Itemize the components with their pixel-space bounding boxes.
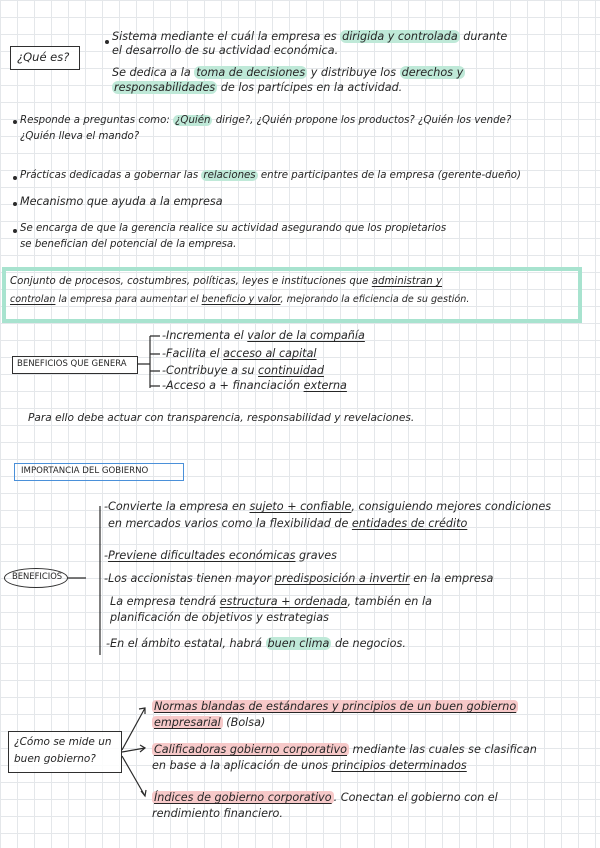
como-se-mide-label-2: buen gobierno? <box>14 753 96 765</box>
bullet-1-line-2: ¿Quién lleva el mando? <box>20 131 140 142</box>
importancia-item-1-line-1: -Convierte la empresa en sujeto + confiable, consiguiendo mejores condiciones <box>104 500 552 513</box>
que-es-line-1: Sistema mediante el cuál la empresa es dirigida y controlada durante <box>112 30 508 43</box>
importancia-item-3: -Los accionistas tienen mayor predisposición a invertir en la empresa <box>104 572 494 585</box>
beneficios-genera-label: BENEFICIOS QUE GENERA <box>17 359 127 369</box>
beneficio-item-3: -Contribuye a su continuidad <box>162 364 324 377</box>
bullet-3: Mecanismo que ayuda a la empresa <box>20 195 223 208</box>
que-es-line-3: Se dedica a la toma de decisiones y distribuye los derechos y <box>112 66 464 79</box>
importancia-title: IMPORTANCIA DEL GOBIERNO <box>21 466 149 476</box>
medida-1-line-1: Normas blandas de estándares y principios de un buen gobierno <box>154 700 517 713</box>
beneficios-note: Para ello debe actuar con transparencia, responsabilidad y revelaciones. <box>28 412 415 424</box>
medida-1-line-2: empresarial (Bolsa) <box>154 716 266 729</box>
importancia-item-2: -Previene dificultades económicas graves <box>104 549 337 562</box>
beneficio-item-4: -Acceso a + financiación externa <box>162 379 347 392</box>
medida-2-line-1: Calificadoras gobierno corporativo mediante las cuales se clasifican <box>154 743 537 756</box>
bullet-1-line-1: Responde a preguntas como: ¿Quién dirige?, ¿Quién propone los productos? ¿Quién los vende? <box>20 115 512 126</box>
definition-line-1: Conjunto de procesos, costumbres, políticas, leyes e instituciones que administran y <box>10 276 443 287</box>
que-es-label: ¿Qué es? <box>17 50 70 64</box>
que-es-line-2: el desarrollo de su actividad económica. <box>112 44 339 57</box>
bullet-4-line-2: se benefician del potencial de la empresa. <box>20 239 237 250</box>
bullet-4-line-1: Se encarga de que la gerencia realice su actividad asegurando que los propietarios <box>20 223 447 234</box>
importancia-item-4-line-1: La empresa tendrá estructura + ordenada, también en la <box>110 595 432 608</box>
medida-2-line-2: en base a la aplicación de unos principios determinados <box>152 759 467 772</box>
medida-3-line-2: rendimiento financiero. <box>152 807 283 820</box>
como-se-mide-label-1: ¿Cómo se mide un <box>14 736 112 748</box>
bullet-2: Prácticas dedicadas a gobernar las relaciones entre participantes de la empresa (gerente-dueño) <box>20 170 521 181</box>
beneficio-item-1: -Incrementa el valor de la compañía <box>162 329 365 342</box>
definition-line-2: controlan la empresa para aumentar el beneficio y valor, mejorando la eficiencia de su gestión. <box>10 294 470 305</box>
beneficio-item-2: -Facilita el acceso al capital <box>162 347 317 360</box>
importancia-item-4-line-2: planificación de objetivos y estrategias <box>110 611 329 624</box>
que-es-line-4: responsabilidades de los partícipes en la actividad. <box>114 81 403 94</box>
medida-3-line-1: Índices de gobierno corporativo . Conectan el gobierno con el <box>154 791 498 804</box>
beneficios-label: BENEFICIOS <box>12 571 63 581</box>
importancia-item-5: -En el ámbito estatal, habrá buen clima de negocios. <box>106 637 406 650</box>
importancia-item-1-line-2: en mercados varios como la flexibilidad de entidades de crédito <box>108 517 468 530</box>
